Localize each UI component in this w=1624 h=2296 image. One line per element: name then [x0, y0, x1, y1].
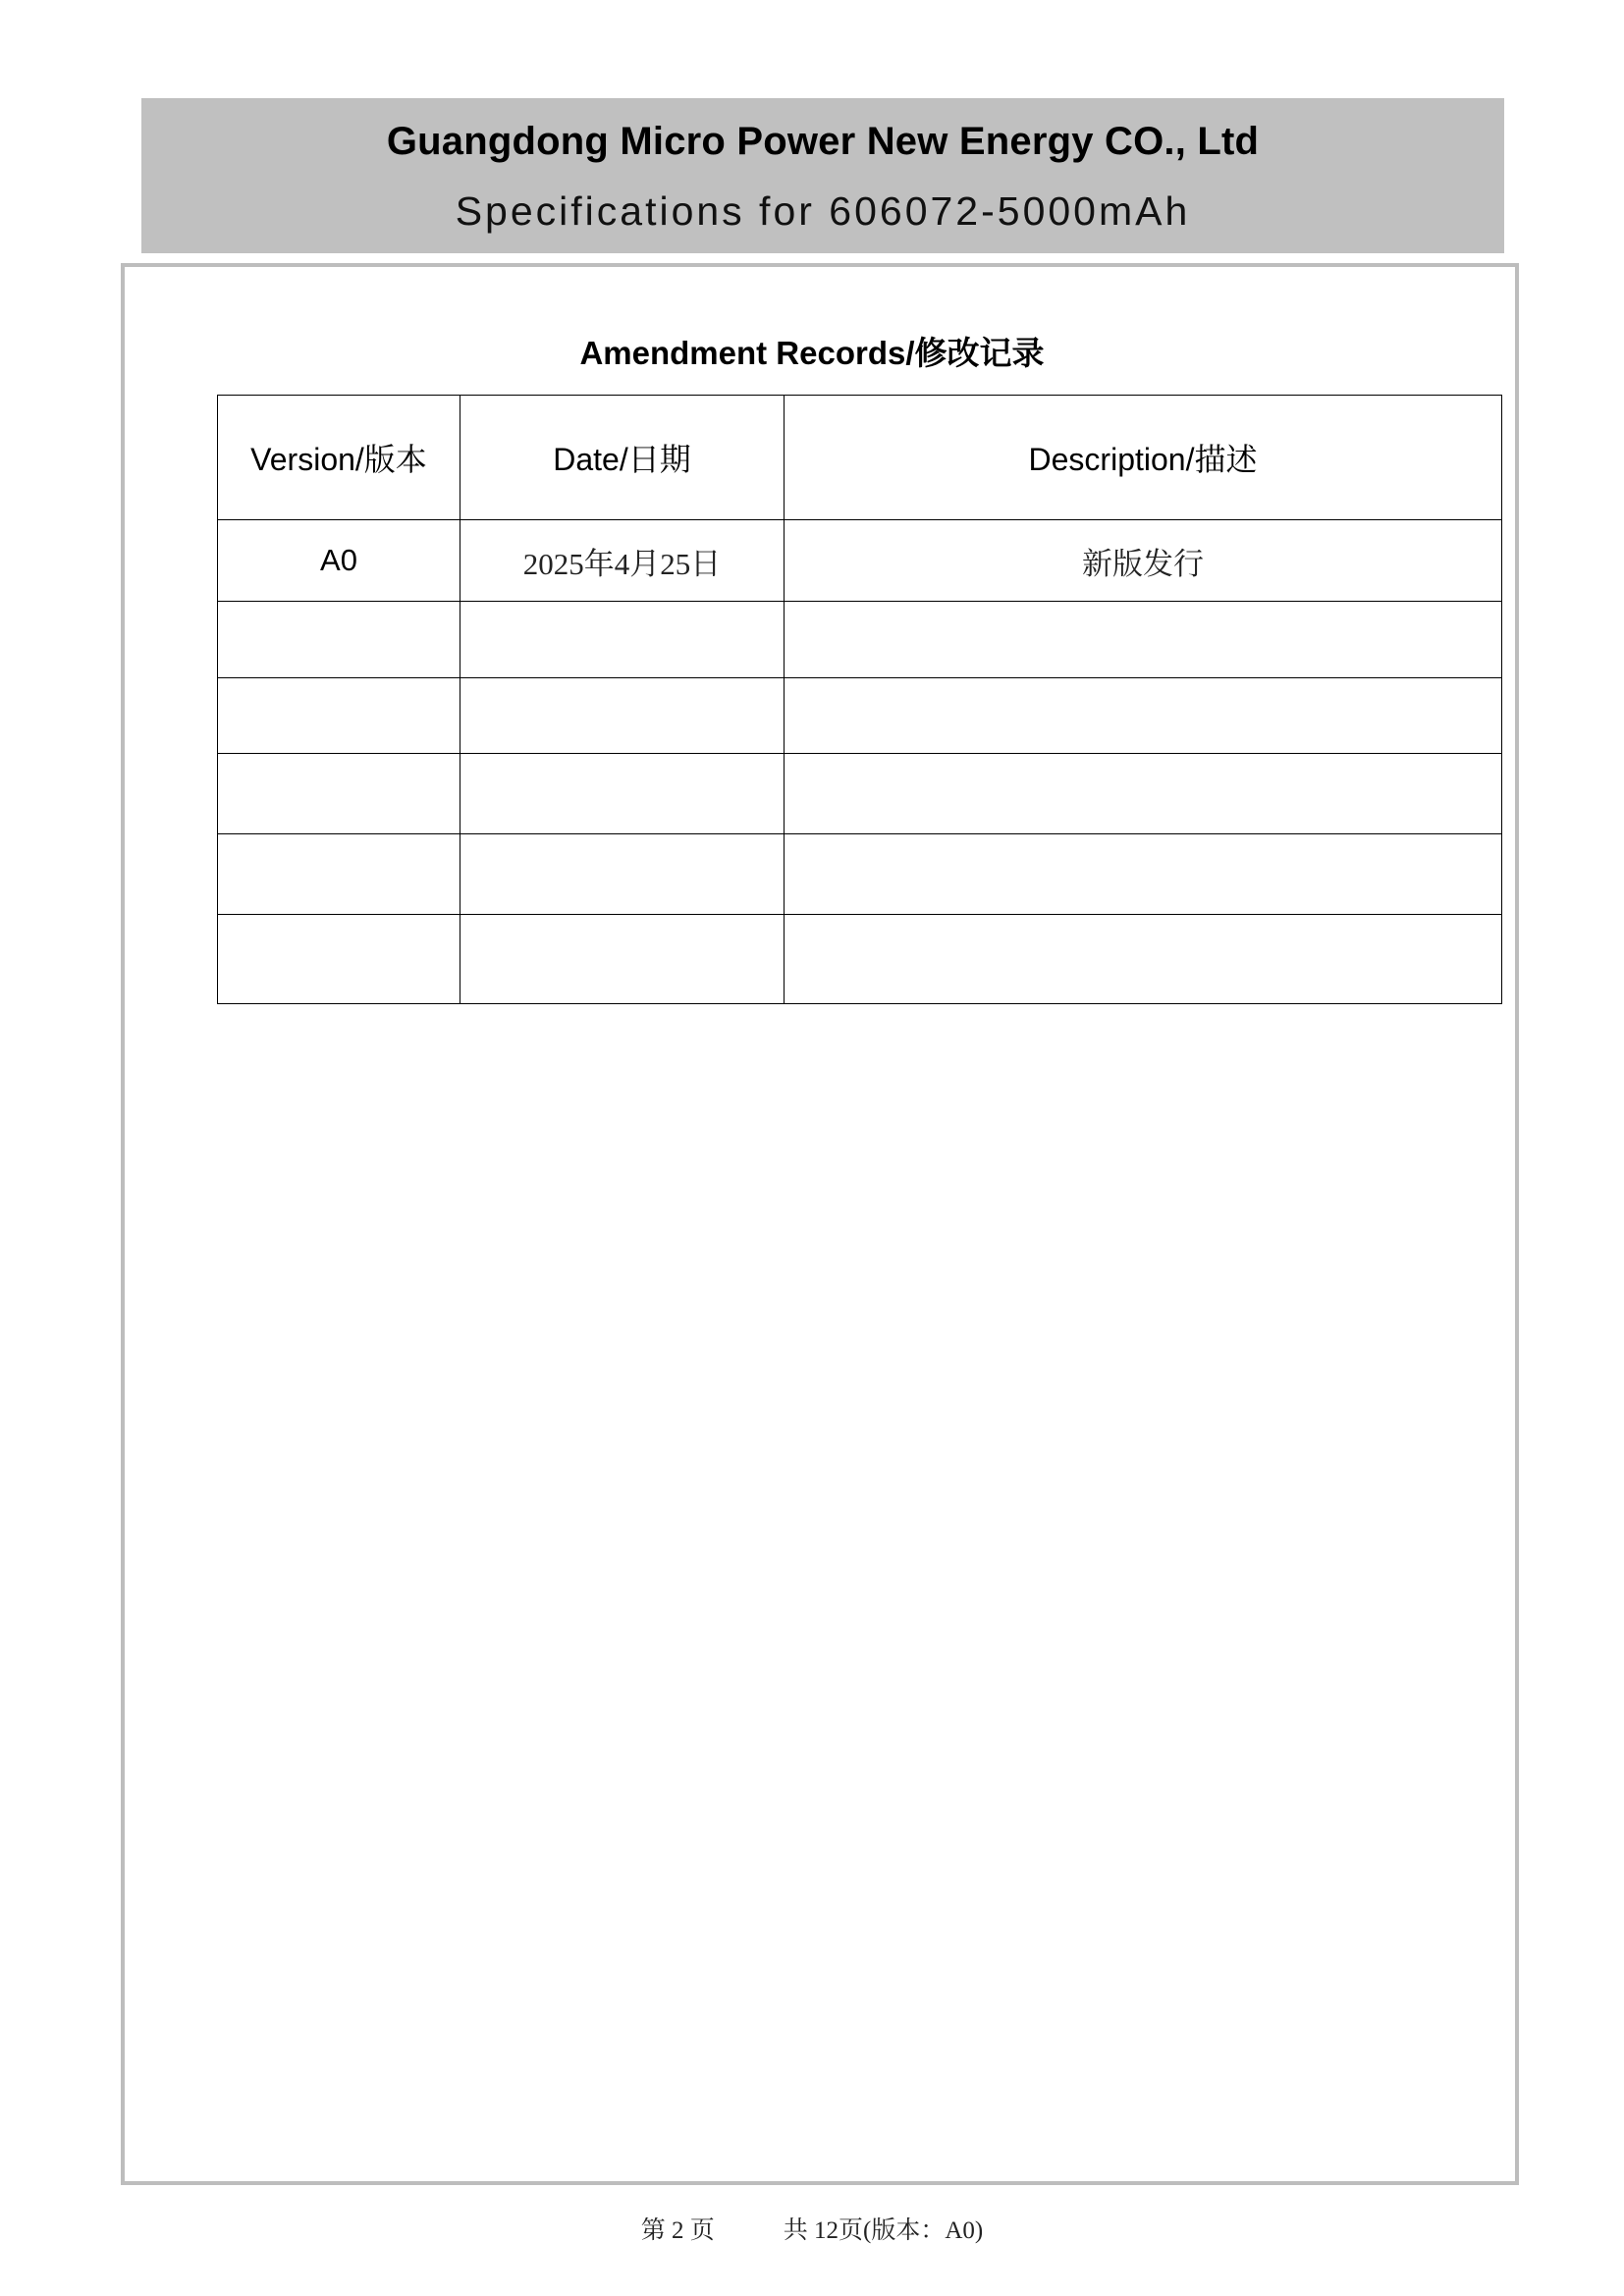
company-name: Guangdong Micro Power New Energy CO., Ltd: [386, 120, 1260, 163]
document-header: [141, 98, 1504, 253]
amendment-records-title: Amendment Records/修改记录: [579, 335, 1045, 371]
version-cell: [218, 834, 460, 915]
version-cell: A0: [218, 520, 460, 602]
description-cell: 新版发行: [785, 520, 1502, 602]
date-cell: [460, 834, 785, 915]
version-cell: [218, 915, 460, 1004]
page-total: 共 12页(版本：A0): [783, 2217, 984, 2244]
column-header-date: Date/日期: [460, 396, 785, 520]
description-cell: [785, 678, 1502, 754]
description-cell: [785, 602, 1502, 678]
page-number: 第 2 页: [640, 2217, 715, 2244]
description-cell: [785, 834, 1502, 915]
page-footer: [0, 2211, 1624, 2246]
date-cell: [460, 754, 785, 834]
version-cell: [218, 678, 460, 754]
table-row: [218, 678, 1502, 754]
version-cell: [218, 754, 460, 834]
column-header-version: Version/版本: [218, 396, 460, 520]
date-cell: 2025年4月25日: [460, 520, 785, 602]
date-cell: [460, 602, 785, 678]
date-cell: [460, 678, 785, 754]
version-cell: [218, 602, 460, 678]
description-cell: [785, 754, 1502, 834]
table-row: [218, 520, 1502, 602]
table-row: [218, 834, 1502, 915]
table-row: [218, 754, 1502, 834]
description-cell: [785, 915, 1502, 1004]
table-header-row: [218, 396, 1502, 520]
column-header-description: Description/描述: [785, 396, 1502, 520]
table-row: [218, 915, 1502, 1004]
amendment-records-table: [217, 395, 1502, 1004]
table-row: [218, 602, 1502, 678]
spec-title: Specifications for 606072-5000mAh: [455, 188, 1191, 234]
date-cell: [460, 915, 785, 1004]
